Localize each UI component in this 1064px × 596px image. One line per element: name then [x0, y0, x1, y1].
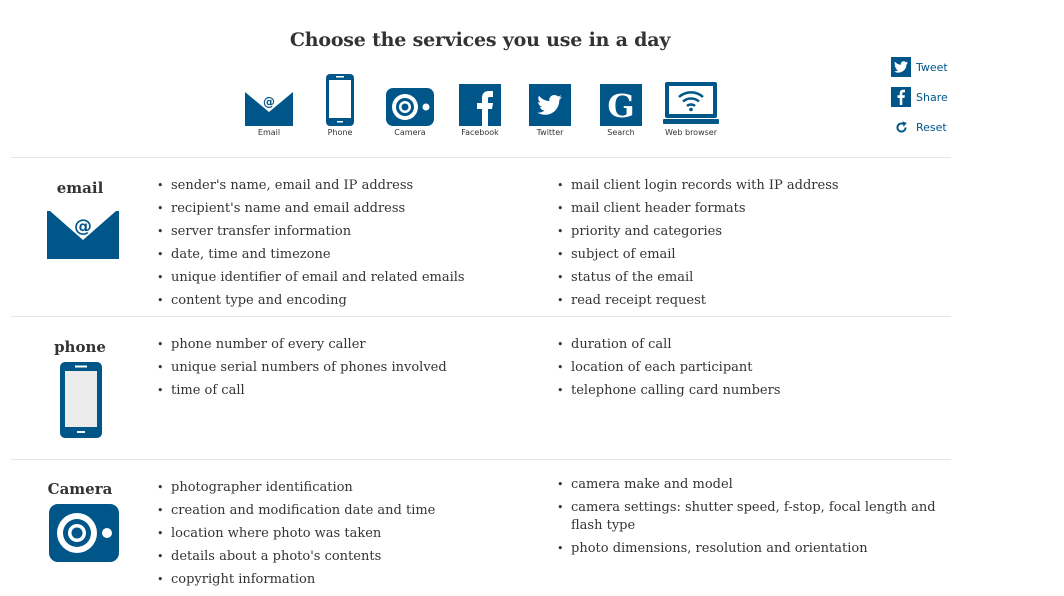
list-item: • recipient's name and email address	[157, 197, 537, 220]
tweet-button[interactable]	[891, 57, 948, 77]
svg-text:@: @	[74, 216, 92, 237]
email-icon	[237, 70, 301, 126]
page-title: Choose the services you use in a day	[289, 29, 671, 51]
list-item: • camera make and model	[557, 476, 937, 494]
section-title: phone	[54, 338, 106, 356]
camera-icon	[378, 70, 442, 126]
service-label: Phone	[327, 128, 353, 137]
list-item: • date, time and timezone	[157, 243, 537, 266]
tweet-label: Tweet	[916, 60, 948, 74]
list-item: • phone number of every caller	[157, 333, 537, 356]
list-item: • server transfer information	[157, 220, 537, 243]
section-phone	[0, 317, 960, 459]
service-phone-button[interactable]	[308, 70, 372, 137]
monitor-icon	[659, 70, 723, 126]
phone-icon	[60, 362, 102, 442]
metadata-list-left	[157, 333, 537, 402]
service-browser-button[interactable]	[659, 70, 723, 137]
list-item: • mail client header formats	[557, 197, 937, 220]
twitter-icon	[891, 57, 911, 77]
twitter-icon	[518, 70, 582, 126]
section-email	[0, 158, 960, 316]
list-item: • camera settings: shutter speed, f-stop, focal length and flash type	[557, 499, 937, 535]
facebook-icon	[448, 70, 512, 126]
metadata-list-right	[557, 333, 937, 402]
list-item: • subject of email	[557, 243, 937, 266]
reset-label: Reset	[916, 120, 947, 134]
metadata-list-right	[557, 174, 937, 312]
metadata-list-left	[157, 174, 537, 312]
list-item: • status of the email	[557, 266, 937, 289]
email-icon	[47, 211, 119, 263]
metadata-list-right	[557, 476, 937, 558]
list-item: • mail client login records with IP address	[557, 174, 937, 197]
svg-text:G: G	[607, 87, 635, 125]
list-item: • unique identifier of email and related emails	[157, 266, 537, 289]
google-icon	[589, 70, 653, 126]
list-item: • content type and encoding	[157, 289, 537, 312]
share-label: Share	[916, 90, 948, 104]
list-item: • time of call	[157, 379, 537, 402]
section-title: Camera	[47, 480, 113, 498]
svg-text:@: @	[263, 95, 275, 109]
camera-icon	[49, 504, 119, 566]
list-item: • duration of call	[557, 333, 937, 356]
section-camera	[0, 460, 960, 596]
list-item: • priority and categories	[557, 220, 937, 243]
service-label: Search	[607, 128, 635, 137]
list-item: • photographer identification	[157, 476, 537, 499]
list-item: • telephone calling card numbers	[557, 379, 937, 402]
list-item: • sender's name, email and IP address	[157, 174, 537, 197]
service-label: Web browser	[665, 128, 717, 137]
list-item: • details about a photo's contents	[157, 545, 537, 568]
service-email-button[interactable]	[237, 70, 301, 137]
reset-button[interactable]	[891, 117, 947, 137]
service-label: Twitter	[536, 128, 564, 137]
list-item: • unique serial numbers of phones involved	[157, 356, 537, 379]
service-twitter-button[interactable]	[518, 70, 582, 137]
section-title: email	[56, 179, 104, 197]
metadata-list-left	[157, 476, 537, 591]
service-search-button[interactable]	[589, 70, 653, 137]
service-label: Camera	[394, 128, 426, 137]
service-label: Email	[257, 128, 281, 137]
service-label: Facebook	[461, 128, 499, 137]
list-item: • creation and modification date and time	[157, 499, 537, 522]
facebook-icon	[891, 87, 911, 107]
list-item: • read receipt request	[557, 289, 937, 312]
refresh-icon	[891, 117, 911, 137]
service-facebook-button[interactable]	[448, 70, 512, 137]
list-item: • location where photo was taken	[157, 522, 537, 545]
list-item: • copyright information	[157, 568, 537, 591]
service-camera-button[interactable]	[378, 70, 442, 137]
list-item: • photo dimensions, resolution and orientation	[557, 540, 937, 558]
list-item: • location of each participant	[557, 356, 937, 379]
share-button[interactable]	[891, 87, 948, 107]
phone-icon	[308, 70, 372, 126]
